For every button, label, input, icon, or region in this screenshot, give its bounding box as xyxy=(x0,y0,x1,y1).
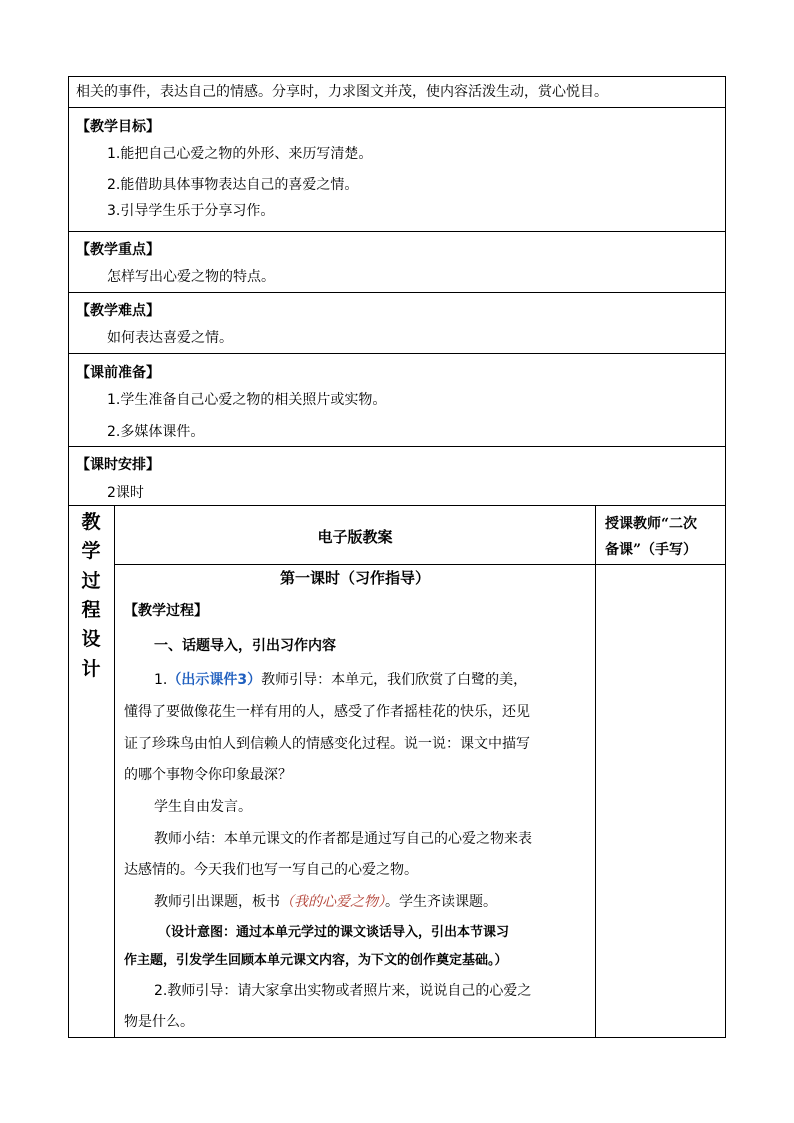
rule xyxy=(114,564,725,565)
rule xyxy=(68,353,726,354)
difficulty-item: 如何表达喜爱之情。 xyxy=(107,330,233,346)
lesson-plan-table xyxy=(68,76,726,1038)
rule xyxy=(68,505,726,506)
design-note-line: 作主题，引发学生回顾本单元课文内容，为下文的创作奠定基础。） xyxy=(124,953,508,968)
p4-prefix: 教师引出课题，板书 xyxy=(154,894,280,910)
prep-heading: 【课前准备】 xyxy=(76,365,160,381)
schedule-item: 2课时 xyxy=(107,485,144,501)
side-label-char: 学 xyxy=(81,540,101,562)
rule xyxy=(595,505,596,1038)
process-heading: 【教学过程】 xyxy=(124,603,208,619)
paragraph-5-line: 物是什么。 xyxy=(124,1014,194,1030)
rule xyxy=(68,76,726,77)
board-title: （我的心爱之物） xyxy=(280,894,385,910)
side-label-char: 设 xyxy=(81,628,101,650)
rule xyxy=(68,1037,726,1038)
goal-item: 1.能把自己心爱之物的外形、来历写清楚。 xyxy=(107,146,373,162)
key-item: 怎样写出心爱之物的特点。 xyxy=(107,269,275,285)
p1-rest: 教师引导：本单元，我们欣赏了白鹭的美， xyxy=(261,672,528,688)
header-right-line2: 备课”（手写） xyxy=(605,542,698,558)
rule xyxy=(68,446,726,447)
header-center: 电子版教案 xyxy=(317,528,393,546)
side-label-char: 计 xyxy=(81,658,101,680)
p1-prefix: 1. xyxy=(154,672,168,688)
difficulty-heading: 【教学难点】 xyxy=(76,303,160,319)
paragraph-1-line: 懂得了要做像花生一样有用的人，感受了作者摇桂花的快乐，还见 xyxy=(124,704,530,720)
rule xyxy=(68,231,726,232)
goal-item: 2.能借助具体事物表达自己的喜爱之情。 xyxy=(107,177,359,193)
side-label-char: 过 xyxy=(81,570,101,592)
rule xyxy=(68,107,726,108)
rule xyxy=(725,76,726,1038)
rule xyxy=(68,292,726,293)
header-right-line1: 授课教师“二次 xyxy=(605,516,698,532)
lesson-title: 第一课时（习作指导） xyxy=(279,569,430,587)
paragraph-3-line: 达感情的。今天我们也写一写自己的心爱之物。 xyxy=(124,862,418,878)
prep-item: 2.多媒体课件。 xyxy=(107,424,205,440)
courseware-ref: （出示课件3） xyxy=(167,672,262,688)
prep-item: 1.学生准备自己心爱之物的相关照片或实物。 xyxy=(107,392,387,408)
design-note: （设计意图：通过本单元学过的课文谈话导入，引出本节课习 xyxy=(158,925,510,940)
paragraph-4 xyxy=(154,894,497,910)
side-label-char: 教 xyxy=(81,511,101,533)
goals-heading: 【教学目标】 xyxy=(76,119,160,135)
rule xyxy=(68,76,69,1038)
paragraph-5: 2.教师引导：请大家拿出实物或者照片来，说说自己的心爱之 xyxy=(154,983,532,999)
schedule-heading: 【课时安排】 xyxy=(76,457,160,473)
step1-heading: 一、话题导入，引出习作内容 xyxy=(154,638,336,654)
paragraph-2: 学生自由发言。 xyxy=(154,799,252,815)
intro-text: 相关的事件，表达自己的情感。分享时，力求图文并茂，使内容活泼生动，赏心悦目。 xyxy=(76,84,608,100)
paragraph-1 xyxy=(154,672,527,688)
paragraph-1-line: 证了珍珠鸟由怕人到信赖人的情感变化过程。说一说：课文中描写 xyxy=(124,736,530,752)
key-heading: 【教学重点】 xyxy=(76,242,160,258)
paragraph-3: 教师小结：本单元课文的作者都是通过写自己的心爱之物来表 xyxy=(154,831,532,847)
p4-suffix: 。学生齐读课题。 xyxy=(385,894,497,910)
paragraph-1-line: 的哪个事物令你印象最深？ xyxy=(124,767,292,783)
goal-item: 3.引导学生乐于分享习作。 xyxy=(107,203,275,219)
side-label-char: 程 xyxy=(81,599,101,621)
